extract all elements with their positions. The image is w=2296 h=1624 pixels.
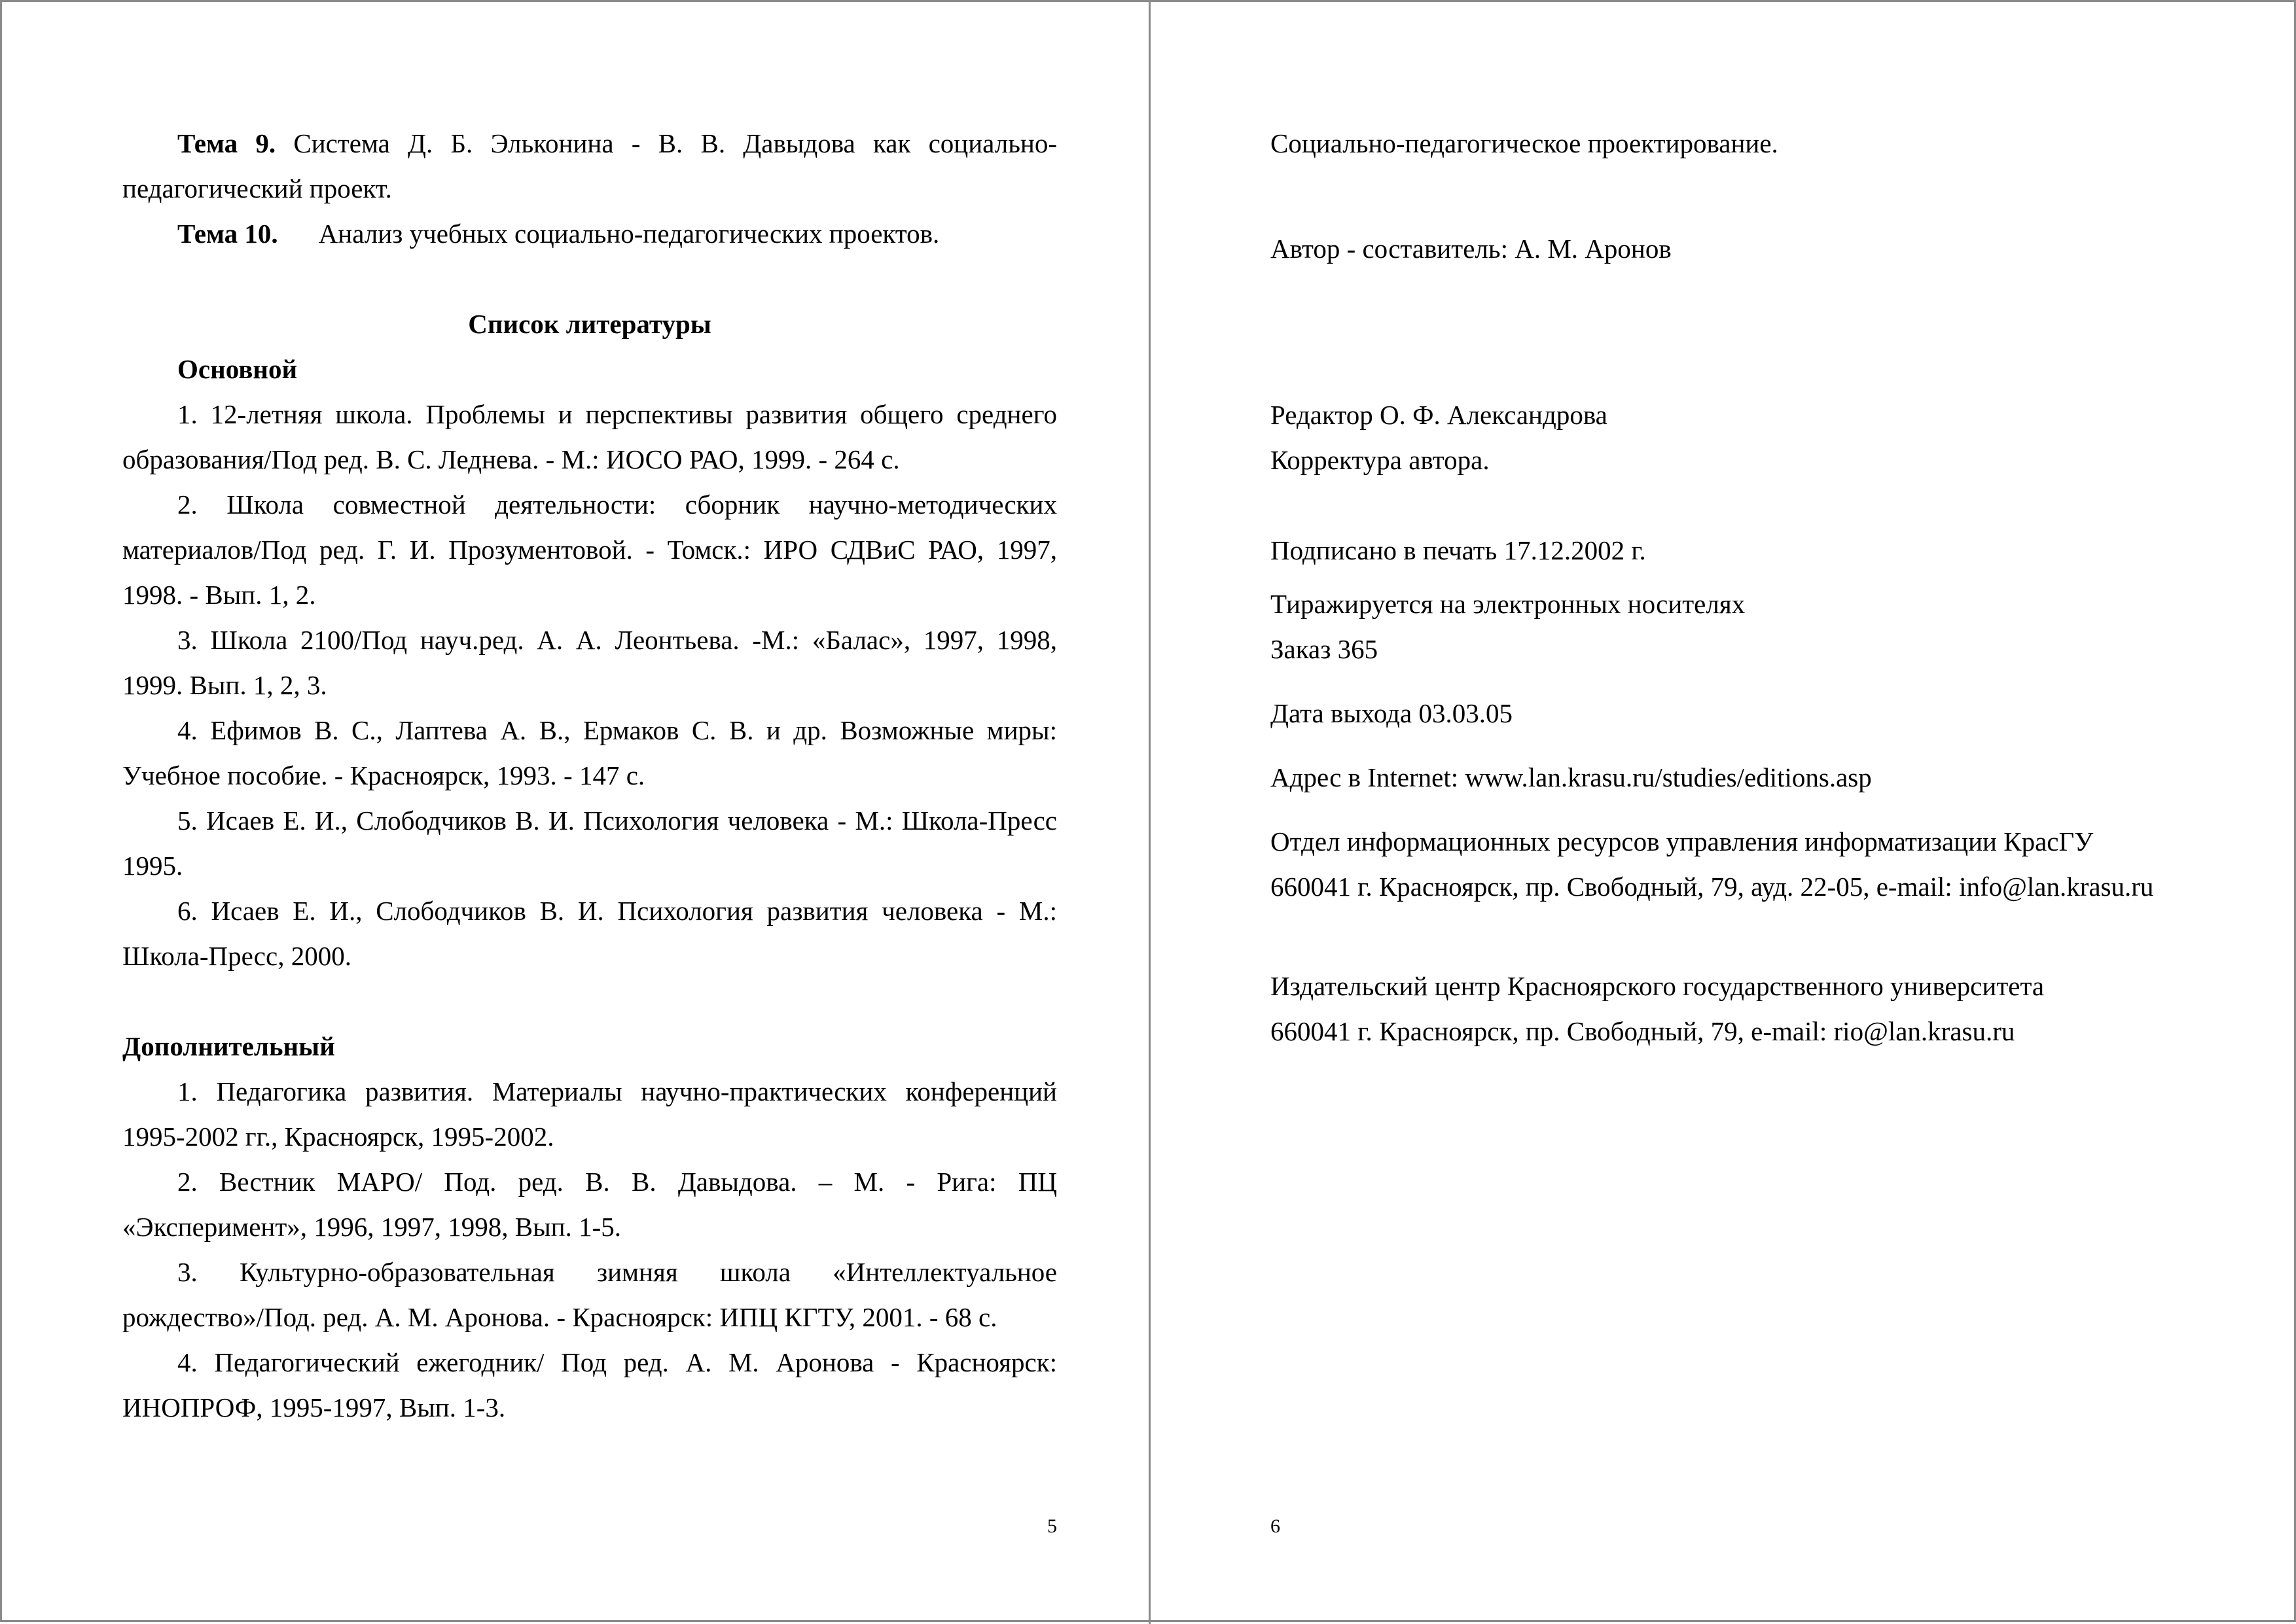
topic-9-text: Система Д. Б. Эльконина - В. В. Давыдова как социально-педагогический проект. — [122, 128, 1057, 203]
dept-address-line: 660041 г. Красноярск, пр. Свободный, 79, ауд. 22-05, e-mail: info@lan.krasu.ru — [1270, 872, 2154, 902]
proofreading-line: Корректура автора. — [1270, 445, 1490, 475]
internet-line: Адрес в Internet: www.lan.krasu.ru/studies/editions.asp — [1270, 762, 1872, 792]
topic-9 — [122, 121, 1057, 211]
main-item-2: 2. Школа совместной деятельности: сборник научно-методических материалов/Под ред. Г. И. Прозументовой. - Томск.: ИРО СДВиС РАО, 1997, 1998. - Вып. 1, 2. — [122, 489, 1057, 610]
topic-10-label: Тема 10. — [177, 219, 278, 249]
book-title: Социально-педагогическое проектирование. — [1270, 128, 1778, 158]
publisher-address-line: 660041 г. Красноярск, пр. Свободный, 79, e-mail: rio@lan.krasu.ru — [1270, 1016, 2015, 1046]
distribution-line: Тиражируется на электронных носителях — [1270, 589, 1746, 619]
main-item-3: 3. Школа 2100/Под науч.ред. А. А. Леонтьева. -М.: «Балас», 1997, 1998, 1999. Вып. 1, 2, 3. — [122, 625, 1057, 700]
editor-line: Редактор О. Ф. Александрова — [1270, 400, 1607, 430]
additional-heading: Дополнительный — [122, 1031, 335, 1061]
release-date-line: Дата выхода 03.03.05 — [1270, 698, 1513, 728]
additional-item-2: 2. Вестник МАРО/ Под. ред. В. В. Давыдова. – М. - Рига: ПЦ «Эксперимент», 1996, 1997, 1998, Вып. 1-5. — [122, 1167, 1057, 1242]
left-page — [122, 121, 1057, 1430]
main-item-5: 5. Исаев Е. И., Слободчиков В. И. Психология человека - М.: Школа-Пресс 1995. — [122, 805, 1057, 881]
topic-10 — [122, 211, 1057, 256]
main-item-6: 6. Исаев Е. И., Слободчиков В. И. Психология развития человека - М.: Школа-Пресс, 2000. — [122, 896, 1057, 971]
main-item-4: 4. Ефимов В. С., Лаптева А. В., Ермаков С. В. и др. Возможные миры: Учебное пособие. - Красноярск, 1993. - 147 с. — [122, 715, 1057, 790]
author-line: Автор - составитель: А. М. Аронов — [1270, 234, 1672, 264]
topic-10-text: Анализ учебных социально-педагогических проектов. — [318, 219, 940, 249]
right-page — [1270, 121, 2219, 1054]
dept-name-line: Отдел информационных ресурсов управления информатизации КрасГУ — [1270, 826, 2094, 856]
main-item-1: 1. 12-летняя школа. Проблемы и перспективы развития общего среднего образования/Под ред. В. С. Леднева. - М.: ИОСО РАО, 1999. - 264 с. — [122, 399, 1057, 474]
page-fold-divider — [1149, 2, 1151, 1624]
signed-line: Подписано в печать 17.12.2002 г. — [1270, 535, 1646, 565]
order-line: Заказ 365 — [1270, 634, 1378, 664]
topic-9-label: Тема 9. — [177, 128, 276, 158]
additional-item-3: 3. Культурно-образовательная зимняя школа «Интеллектуальное рождество»/Под. ред. А. М. Аронова. - Красноярск: ИПЦ КГТУ, 2001. - 68 с. — [122, 1257, 1057, 1332]
page-number-left: 5 — [1047, 1515, 1057, 1537]
bibliography-title: Список литературы — [468, 309, 711, 339]
publisher-name-line: Издательский центр Красноярского государственного университета — [1270, 971, 2045, 1001]
main-heading: Основной — [177, 354, 298, 384]
additional-item-1: 1. Педагогика развития. Материалы научно-практических конференций 1995-2002 гг., Красноярск, 1995-2002. — [122, 1076, 1057, 1152]
additional-item-4: 4. Педагогический ежегодник/ Под ред. А. М. Аронова - Красноярск: ИНОПРОФ, 1995-1997, Вып. 1-3. — [122, 1347, 1057, 1422]
page-number-right: 6 — [1270, 1515, 1280, 1537]
